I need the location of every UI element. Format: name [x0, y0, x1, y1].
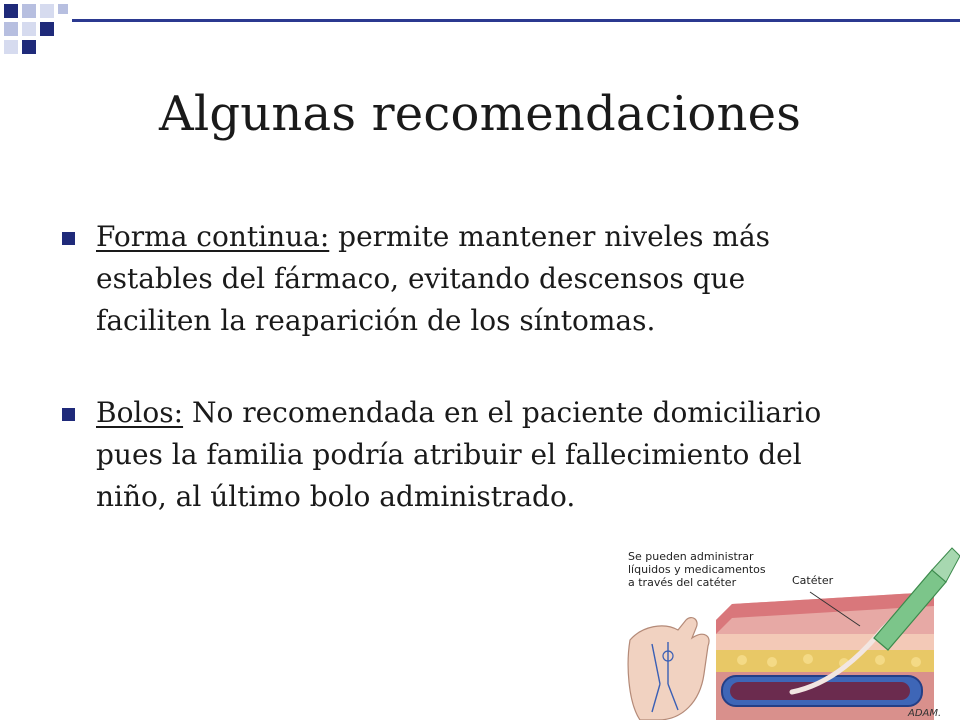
deco-square	[4, 40, 18, 54]
catheter-illustration	[612, 534, 960, 720]
deco-square	[40, 22, 54, 36]
deco-square	[40, 4, 54, 18]
square-bullet-icon	[62, 408, 75, 421]
catheter-illustration-graphic	[612, 534, 960, 720]
brand-mark: ADAM.	[908, 708, 942, 719]
deco-square	[4, 4, 18, 18]
header-rule	[72, 19, 960, 22]
corner-decoration	[0, 0, 960, 60]
bullet-item	[56, 216, 856, 342]
bullet-item	[56, 392, 856, 518]
catheter-label: Catéter	[792, 574, 834, 587]
slide-title: Algunas recomendaciones	[158, 86, 802, 142]
bullet-text: No recomendada en el paciente domiciliario pues la familia podría atribuir el fallecimiento del niño, al último bolo administrado.	[96, 396, 822, 513]
bullet-list	[56, 216, 856, 518]
deco-square	[58, 4, 68, 14]
bullet-term: Bolos:	[96, 396, 184, 429]
deco-square	[22, 4, 36, 18]
illustration-caption-line: líquidos y medicamentos	[628, 563, 766, 576]
hand-icon	[628, 618, 709, 720]
deco-square	[22, 40, 36, 54]
bullet-text: permite mantener niveles más estables del fármaco, evitando descensos que faciliten la reaparición de los síntomas.	[96, 220, 771, 337]
illustration-caption-line: Se pueden administrar	[628, 550, 754, 563]
square-bullet-icon	[62, 232, 75, 245]
bullet-term: Forma continua:	[96, 220, 330, 253]
illustration-caption-line: a través del catéter	[628, 576, 737, 589]
deco-square	[22, 22, 36, 36]
deco-square	[4, 22, 18, 36]
